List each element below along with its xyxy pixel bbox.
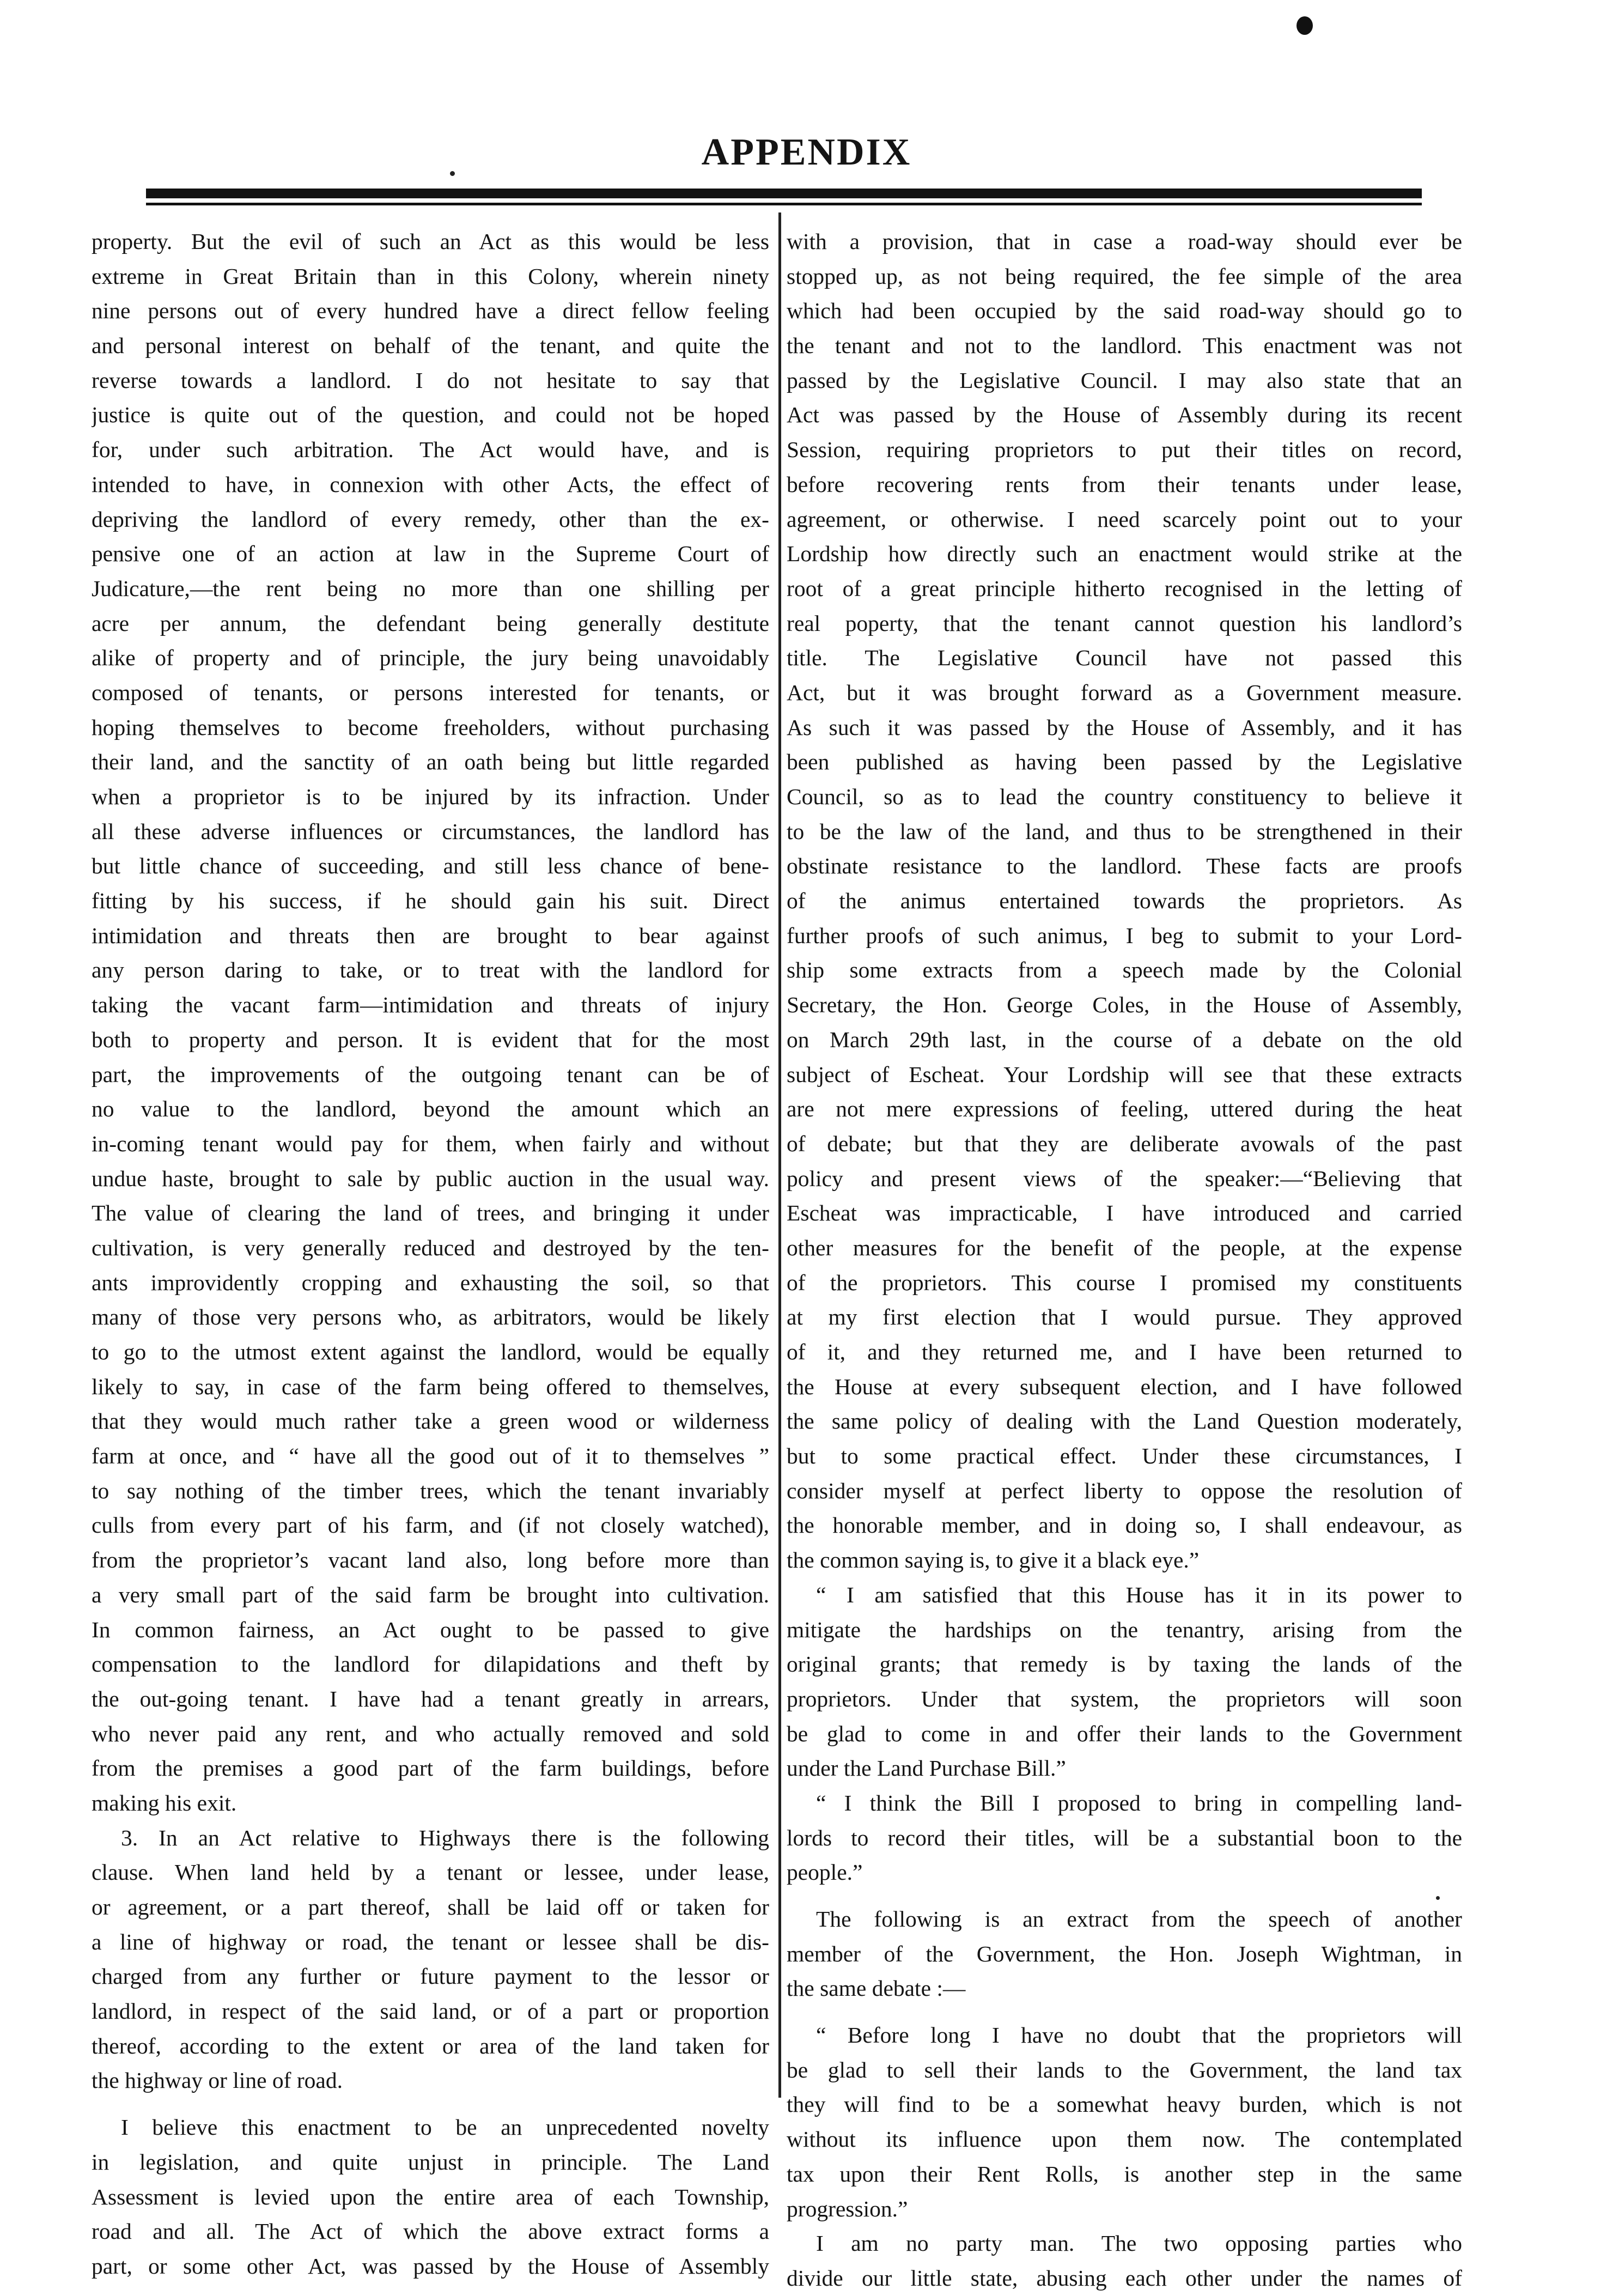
text-line: intimidation and threats then are brought to bear against bbox=[92, 922, 769, 948]
text-line: title. The Legislative Council have not passed this bbox=[787, 645, 1462, 671]
text-line: a very small part of the said farm be brought into cultivation. bbox=[92, 1582, 769, 1607]
text-line: who never paid any rent, and who actually removed and sold bbox=[92, 1721, 769, 1746]
text-line: subject of Escheat. Your Lordship will see that these extracts bbox=[787, 1061, 1462, 1087]
text-line: Council, so as to lead the country constituency to believe it bbox=[787, 784, 1462, 809]
text-line: passed by the Legislative Council. I may also state that an bbox=[787, 367, 1462, 393]
text-line: been published as having been passed by the Legislative bbox=[787, 749, 1462, 775]
text-line: Session, requiring proprietors to put their titles on record, bbox=[787, 437, 1462, 463]
text-line: to be the law of the land, and thus to be strengthened in their bbox=[787, 818, 1462, 844]
text-line: the out-going tenant. I have had a tenant greatly in arrears, bbox=[92, 1686, 769, 1711]
text-line: be glad to sell their lands to the Government, the land tax bbox=[787, 2057, 1462, 2082]
text-line: lords to record their titles, will be a substantial boon to the bbox=[787, 1825, 1462, 1850]
text-line: they will find to be a somewhat heavy burden, which is not bbox=[787, 2092, 1462, 2117]
text-line: in legislation, and quite unjust in principle. The Land bbox=[92, 2149, 769, 2174]
text-line: nine persons out of every hundred have a direct fellow feeling bbox=[92, 298, 769, 324]
text-line: any person daring to take, or to treat with the landlord for bbox=[92, 957, 769, 983]
text-line: other measures for the benefit of the people, at the expense bbox=[787, 1235, 1462, 1260]
right-column bbox=[787, 224, 1462, 2296]
text-line: reverse towards a landlord. I do not hesitate to say that bbox=[92, 367, 769, 393]
text-line: their land, and the sanctity of an oath being but little regarded bbox=[92, 749, 769, 775]
paragraph-gap bbox=[787, 1890, 1462, 1902]
text-line: proprietors. Under that system, the proprietors will soon bbox=[787, 1686, 1462, 1711]
text-line: farm at once, and “ have all the good out of it to themselves ” bbox=[92, 1443, 769, 1469]
text-line: from the proprietor’s vacant land also, long before more than bbox=[92, 1547, 769, 1573]
text-line: when a proprietor is to be injured by its infraction. Under bbox=[92, 784, 769, 809]
text-line: mitigate the hardships on the tenantry, arising from the bbox=[787, 1617, 1462, 1642]
text-line: part, the improvements of the outgoing tenant can be of bbox=[92, 1061, 769, 1087]
text-line: The following is an extract from the speech of another bbox=[816, 1906, 1462, 1931]
text-line: no value to the landlord, beyond the amount which an bbox=[92, 1096, 769, 1122]
header-rule-thick bbox=[146, 189, 1422, 198]
text-line: but little chance of succeeding, and still less chance of bene- bbox=[92, 853, 769, 879]
text-line: I believe this enactment to be an unprecedented novelty bbox=[121, 2115, 769, 2140]
text-line: the House at every subsequent election, and I have followed bbox=[787, 1374, 1462, 1399]
text-line: the highway or line of road. bbox=[92, 2068, 343, 2093]
text-line: to say nothing of the timber trees, which the tenant invariably bbox=[92, 1478, 769, 1503]
text-line: of the proprietors. This course I promised my constituents bbox=[787, 1270, 1462, 1295]
text-line: consider myself at perfect liberty to oppose the resolution of bbox=[787, 1478, 1462, 1503]
header-rule-thin bbox=[146, 203, 1422, 205]
ink-blot bbox=[1297, 16, 1313, 35]
paragraph-gap bbox=[92, 2098, 769, 2110]
text-line: part, or some other Act, was passed by the House of Assembly bbox=[92, 2253, 769, 2279]
text-line: with a provision, that in case a road-way should ever be bbox=[787, 229, 1462, 254]
text-line: all these adverse influences or circumstances, the landlord has bbox=[92, 818, 769, 844]
text-line: and personal interest on behalf of the tenant, and quite the bbox=[92, 333, 769, 359]
text-line: policy and present views of the speaker:—“Believing that bbox=[787, 1165, 1462, 1191]
text-line: of debate; but that they are deliberate avowals of the past bbox=[787, 1131, 1462, 1156]
text-line: hoping themselves to become freeholders, without purchasing bbox=[92, 714, 769, 740]
paragraph-gap bbox=[787, 2006, 1462, 2018]
text-line: landlord, in respect of the said land, or of a part or proportion bbox=[92, 1999, 769, 2024]
text-line: but to some practical effect. Under these circumstances, I bbox=[787, 1443, 1462, 1469]
text-line: charged from any further or future payment to the lessor or bbox=[92, 1964, 769, 1989]
text-line: tax upon their Rent Rolls, is another step in the same bbox=[787, 2161, 1462, 2186]
text-line: road and all. The Act of which the above extract forms a bbox=[92, 2219, 769, 2244]
text-line: ship some extracts from a speech made by the Colonial bbox=[787, 957, 1462, 983]
text-line: member of the Government, the Hon. Joseph Wightman, in bbox=[787, 1941, 1462, 1966]
text-line: depriving the landlord of every remedy, other than the ex- bbox=[92, 506, 769, 532]
text-line: divide our little state, abusing each other under the names of bbox=[787, 2265, 1462, 2291]
text-line: pensive one of an action at law in the Supreme Court of bbox=[92, 541, 769, 567]
text-line: As such it was passed by the House of Assembly, and it has bbox=[787, 714, 1462, 740]
text-line: Assessment is levied upon the entire area of each Township, bbox=[92, 2184, 769, 2209]
text-line: property. But the evil of such an Act as this would be less bbox=[92, 229, 769, 254]
text-line: Lordship how directly such an enactment would strike at the bbox=[787, 541, 1462, 567]
text-line: Escheat was impracticable, I have introduced and carried bbox=[787, 1200, 1462, 1226]
text-line: fitting by his success, if he should gain his suit. Direct bbox=[92, 888, 769, 914]
text-line: Secretary, the Hon. George Coles, in the House of Assembly, bbox=[787, 992, 1462, 1018]
text-line: alike of property and of principle, the jury being unavoidably bbox=[92, 645, 769, 671]
text-line: for, under such arbitration. The Act would have, and is bbox=[92, 437, 769, 463]
text-line: of the animus entertained towards the proprietors. As bbox=[787, 888, 1462, 914]
text-line: Act was passed by the House of Assembly during its recent bbox=[787, 402, 1462, 428]
text-line: Judicature,—the rent being no more than one shilling per bbox=[92, 575, 769, 601]
text-line: stopped up, as not being required, the fee simple of the area bbox=[787, 263, 1462, 289]
text-line: justice is quite out of the question, and could not be hoped bbox=[92, 402, 769, 428]
text-line: further proofs of such animus, I beg to submit to your Lord- bbox=[787, 922, 1462, 948]
text-line: “ I think the Bill I proposed to bring in compelling land- bbox=[816, 1790, 1462, 1815]
text-line: culls from every part of his farm, and (if not closely watched), bbox=[92, 1513, 769, 1538]
text-line: which had been occupied by the said road-way should go to bbox=[787, 298, 1462, 324]
text-line: before recovering rents from their tenants under lease, bbox=[787, 471, 1462, 497]
text-line: compensation to the landlord for dilapidations and theft by bbox=[92, 1651, 769, 1677]
text-line: the common saying is, to give it a black eye.” bbox=[787, 1547, 1200, 1573]
text-line: thereof, according to the extent or area of the land taken for bbox=[92, 2033, 769, 2058]
text-line: composed of tenants, or persons interested for tenants, or bbox=[92, 679, 769, 705]
text-line: making his exit. bbox=[92, 1790, 237, 1815]
text-line: taking the vacant farm—intimidation and threats of injury bbox=[92, 992, 769, 1018]
text-line: “ I am satisfied that this House has it in its power to bbox=[816, 1582, 1462, 1607]
text-line: In common fairness, an Act ought to be passed to give bbox=[92, 1617, 769, 1642]
text-line: that they would much rather take a green wood or wilderness bbox=[92, 1408, 769, 1434]
text-line: both to property and person. It is evident that for the most bbox=[92, 1026, 769, 1052]
running-head-title: APPENDIX bbox=[701, 131, 912, 173]
text-line: Act, but it was brought forward as a Government measure. bbox=[787, 679, 1462, 705]
text-line: The value of clearing the land of trees, and bringing it under bbox=[92, 1200, 769, 1226]
text-line: without its influence upon them now. The contemplated bbox=[787, 2127, 1462, 2152]
text-line: are not mere expressions of feeling, uttered during the heat bbox=[787, 1096, 1462, 1122]
text-line: on March 29th last, in the course of a debate on the old bbox=[787, 1026, 1462, 1052]
text-line: root of a great principle hitherto recognised in the letting of bbox=[787, 575, 1462, 601]
text-line: or agreement, or a part thereof, shall be laid off or taken for bbox=[92, 1894, 769, 1920]
text-line: acre per annum, the defendant being generally destitute bbox=[92, 610, 769, 636]
text-line: undue haste, brought to sale by public auction in the usual way. bbox=[92, 1165, 769, 1191]
left-column bbox=[92, 224, 769, 2284]
text-line: to go to the utmost extent against the landlord, would be equally bbox=[92, 1339, 769, 1364]
column-divider bbox=[778, 212, 781, 2098]
text-line: 3. In an Act relative to Highways there is the following bbox=[121, 1825, 769, 1850]
text-line: of it, and they returned me, and I have been returned to bbox=[787, 1339, 1462, 1364]
text-line: in-coming tenant would pay for them, when fairly and without bbox=[92, 1131, 769, 1156]
text-line: from the premises a good part of the farm buildings, before bbox=[92, 1756, 769, 1781]
text-line: likely to say, in case of the farm being offered to themselves, bbox=[92, 1374, 769, 1399]
text-line: people.” bbox=[787, 1860, 863, 1885]
text-line: ants improvidently cropping and exhausting the soil, so that bbox=[92, 1270, 769, 1295]
text-line: at my first election that I would pursue. They approved bbox=[787, 1304, 1462, 1330]
text-line: I am no party man. The two opposing parties who bbox=[816, 2231, 1462, 2256]
text-line: the honorable member, and in doing so, I shall endeavour, as bbox=[787, 1513, 1462, 1538]
text-line: progression.” bbox=[787, 2196, 908, 2221]
text-line: extreme in Great Britain than in this Colony, wherein ninety bbox=[92, 263, 769, 289]
text-line: real poperty, that the tenant cannot question his landlord’s bbox=[787, 610, 1462, 636]
text-line: the same policy of dealing with the Land Question moderately, bbox=[787, 1408, 1462, 1434]
text-line: intended to have, in connexion with other Acts, the effect of bbox=[92, 471, 769, 497]
text-line: agreement, or otherwise. I need scarcely point out to your bbox=[787, 506, 1462, 532]
text-line: the tenant and not to the landlord. This enactment was not bbox=[787, 333, 1462, 359]
text-line: obstinate resistance to the landlord. These facts are proofs bbox=[787, 853, 1462, 879]
text-line: “ Before long I have no doubt that the proprietors will bbox=[816, 2022, 1462, 2048]
text-line: clause. When land held by a tenant or lessee, under lease, bbox=[92, 1860, 769, 1885]
text-line: be glad to come in and offer their lands to the Government bbox=[787, 1721, 1462, 1746]
text-line: many of those very persons who, as arbitrators, would be likely bbox=[92, 1304, 769, 1330]
text-line: the same debate :— bbox=[787, 1976, 966, 2001]
text-line: a line of highway or road, the tenant or lessee shall be dis- bbox=[92, 1929, 769, 1954]
text-line: cultivation, is very generally reduced and destroyed by the ten- bbox=[92, 1235, 769, 1260]
text-line: under the Land Purchase Bill.” bbox=[787, 1756, 1066, 1781]
text-line: original grants; that remedy is by taxing the lands of the bbox=[787, 1651, 1462, 1677]
